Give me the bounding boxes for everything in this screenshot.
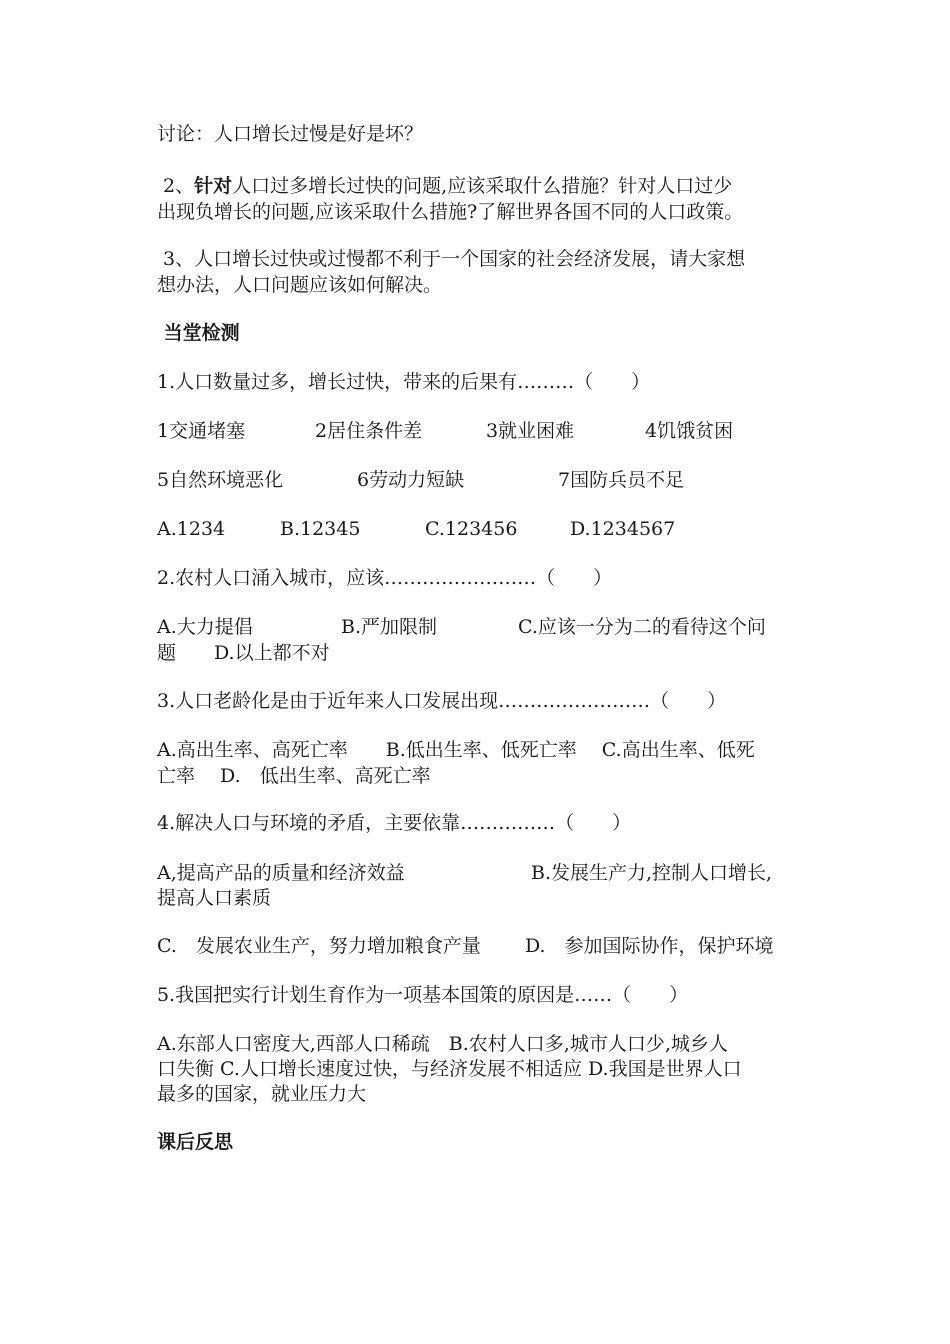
discussion-question: 讨论：人口增长过慢是好是坏？ xyxy=(157,123,424,145)
q5-options-line2: 口失衡 C.人口增长速度过快，与经济发展不相适应 D.我国是世界人口 xyxy=(157,1058,742,1080)
q1-item: 3就业困难 xyxy=(486,420,575,442)
q2-option-b: B.严加限制 xyxy=(341,616,438,638)
bold-keyword: 针对 xyxy=(194,175,233,197)
q3-stem: 3.人口老龄化是由于近年来人口发展出现……………………（ ） xyxy=(157,690,727,712)
q1-option-a: A.1234 xyxy=(157,518,226,540)
q2-stem: 2.农村人口涌入城市，应该……………………（ ） xyxy=(157,567,613,589)
q5-options-line3: 最多的国家，就业压力大 xyxy=(157,1083,367,1105)
q2-option-a: A.大力提倡 xyxy=(157,616,253,638)
discussion-item-3-line1: 3、人口增长过快或过慢都不利于一个国家的社会经济发展，请大家想 xyxy=(157,248,746,270)
q1-items-row1 xyxy=(157,418,857,444)
item-text: 人口过多增长过快的问题,应该采取什么措施？针对人口过少 xyxy=(232,175,733,197)
q4-option-b: B.发展生产力,控制人口增长, xyxy=(531,862,773,884)
q2-options-line1 xyxy=(157,614,857,640)
q3-options-line1: A.高出生率、高死亡率 B.低出生率、低死亡率 C.高出生率、低死 xyxy=(157,739,755,761)
q1-stem: 1.人口数量过多，增长过快，带来的后果有………（ ） xyxy=(157,371,651,393)
q4-stem: 4.解决人口与环境的矛盾，主要依靠……………（ ） xyxy=(157,812,632,834)
q2-option-c: C.应该一分为二的看待这个问 xyxy=(518,616,766,638)
q1-option-b: B.12345 xyxy=(280,518,361,540)
q1-option-c: C.123456 xyxy=(425,518,518,540)
q5-options-line1: A.东部人口密度大,西部人口稀疏 B.农村人口多,城市人口少,城乡人 xyxy=(157,1033,728,1055)
q4-options-line2: 提高人口素质 xyxy=(157,887,272,909)
discussion-item-2-line2: 出现负增长的问题,应该采取什么措施?了解世界各国不同的人口政策。 xyxy=(157,201,744,223)
section-heading-test: 当堂检测 xyxy=(157,322,240,344)
q1-options xyxy=(157,516,857,542)
q1-item: 4饥饿贫困 xyxy=(645,420,734,442)
q1-item: 6劳动力短缺 xyxy=(357,469,465,491)
discussion-item-2-line1 xyxy=(157,173,732,199)
q1-items-row2 xyxy=(157,467,857,493)
q4-option-a: A,提高产品的质量和经济效益 xyxy=(157,862,405,884)
q1-item: 2居住条件差 xyxy=(315,420,423,442)
q1-item: 1交通堵塞 xyxy=(157,420,246,442)
q1-item: 7国防兵员不足 xyxy=(558,469,685,491)
q2-options-line2: 题 D.以上都不对 xyxy=(157,642,330,664)
q3-options-line2: 亡率 D. 低出生率、高死亡率 xyxy=(157,765,431,787)
q5-stem: 5.我国把实行计划生育作为一项基本国策的原因是……（ ） xyxy=(157,984,689,1006)
q4-options-line3: C. 发展农业生产，努力增加粮食产量 D. 参加国际协作，保护环境 xyxy=(157,935,774,957)
item-number: 2、 xyxy=(157,175,195,197)
q1-option-d: D.1234567 xyxy=(570,518,676,540)
q1-item: 5自然环境恶化 xyxy=(157,469,284,491)
discussion-item-3-line2: 想办法，人口问题应该如何解决。 xyxy=(157,274,443,296)
section-heading-reflection: 课后反思 xyxy=(157,1131,234,1153)
q4-options-line1 xyxy=(157,860,857,886)
